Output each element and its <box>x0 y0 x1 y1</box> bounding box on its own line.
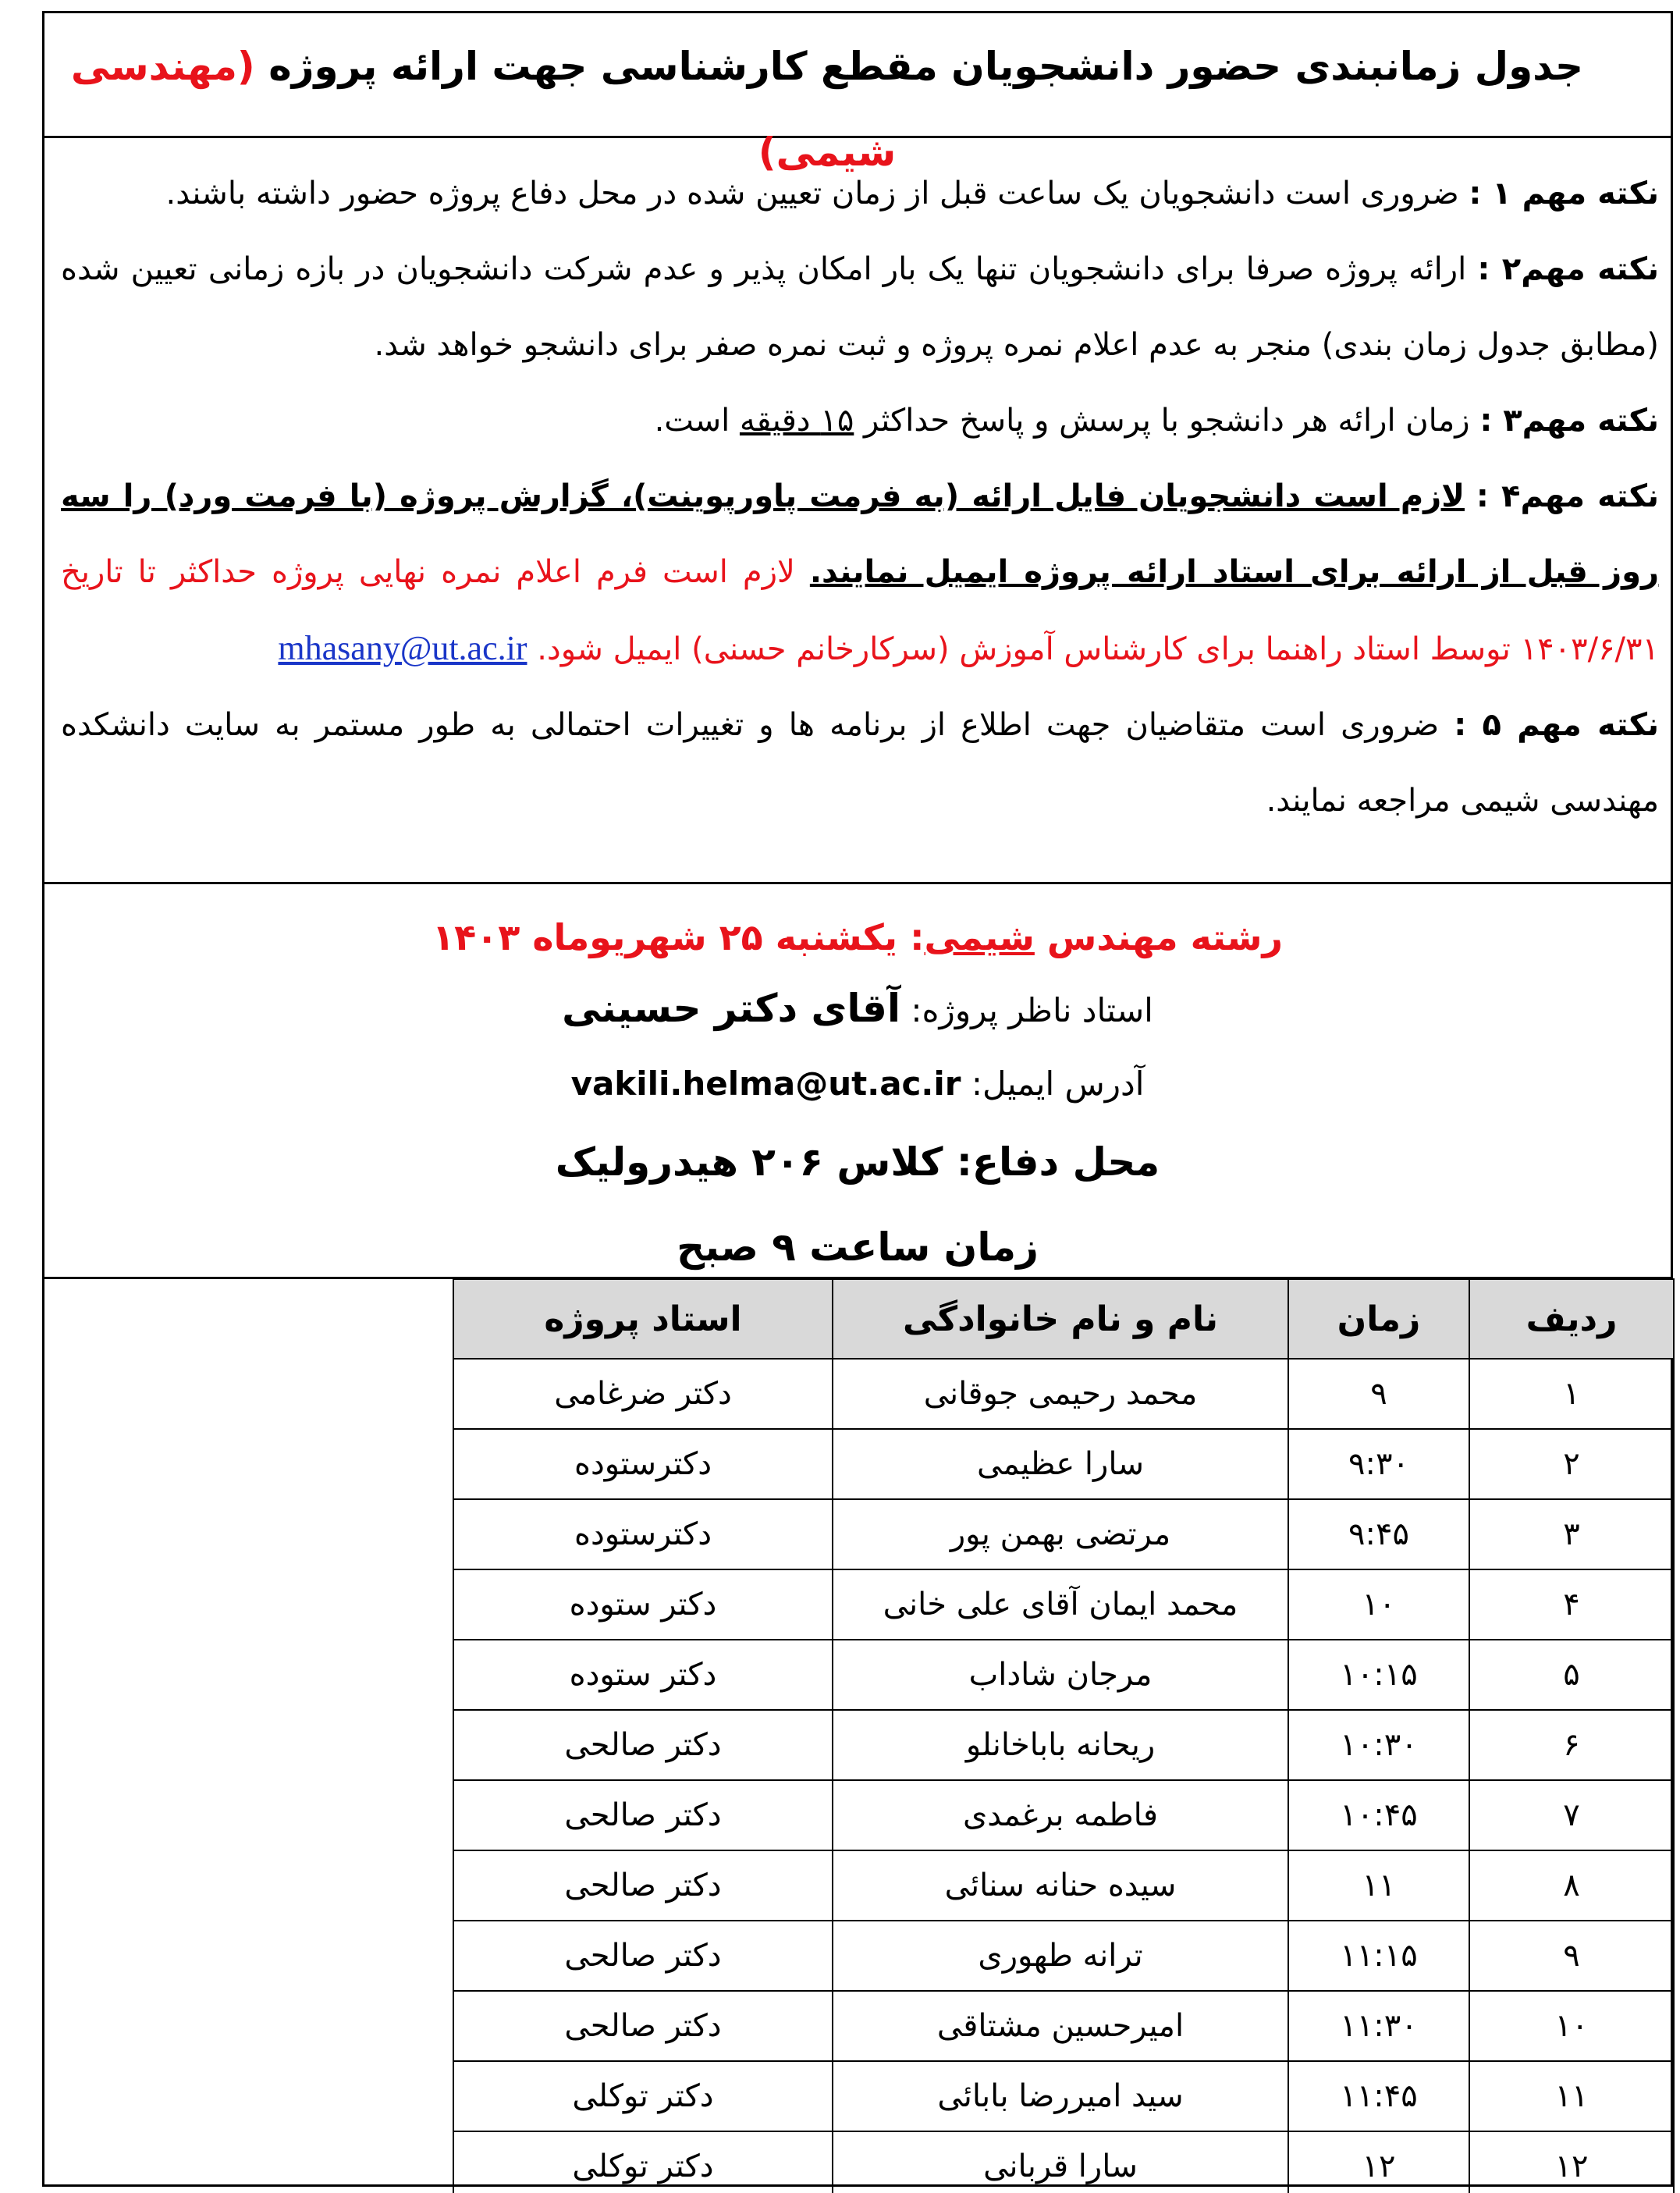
note-4 <box>61 459 1659 688</box>
table-row <box>453 2061 1674 2131</box>
table-row <box>453 1640 1674 1710</box>
note-1-text: ضروری است دانشجویان یک ساعت قبل از زمان تعیین شده در محل دفاع پروژه حضور داشته باشند. <box>165 176 1459 211</box>
table-row <box>453 1991 1674 2061</box>
header-row-number: ردیف <box>1469 1279 1674 1359</box>
exam-location: محل دفاع: کلاس ۲۰۶ هیدرولیک <box>555 1139 1160 1185</box>
header-student-name: نام و نام خانوادگی <box>833 1279 1288 1359</box>
cell-time: ۱۰:۳۰ <box>1288 1710 1469 1780</box>
title-field: (مهندسی شیمی) <box>70 44 897 175</box>
cell-supervisor: دکتر صالحی <box>453 1921 833 1991</box>
table-row <box>453 1359 1674 1429</box>
cell-supervisor: دکتر صالحی <box>453 1850 833 1921</box>
cell-row-number: ۱۰ <box>1469 1991 1674 2061</box>
table-row <box>453 1569 1674 1640</box>
title-main: جدول زمانبندی حضور دانشجویان مقطع کارشناسی جهت ارائه پروژه <box>268 44 1584 89</box>
cell-student-name: ترانه طهوری <box>833 1921 1288 1991</box>
cell-supervisor: دکترستوده <box>453 1499 833 1569</box>
supervisor-email: vakili.helma@ut.ac.ir <box>570 1065 961 1103</box>
cell-row-number: ۲ <box>1469 1429 1674 1499</box>
note-3-duration: ۱۵ دقیقه <box>739 403 854 439</box>
cell-row-number: ۸ <box>1469 1850 1674 1921</box>
cell-row-number: ۹ <box>1469 1921 1674 1991</box>
cell-supervisor: دکتر ستوده <box>453 1640 833 1710</box>
cell-supervisor: دکتر صالحی <box>453 1780 833 1850</box>
cell-supervisor: دکترستوده <box>453 1429 833 1499</box>
note-3-label: نکته مهم۳ : <box>1479 403 1659 439</box>
cell-row-number: ۶ <box>1469 1710 1674 1780</box>
exam-email <box>42 1048 1673 1120</box>
cell-time: ۹ <box>1288 1359 1469 1429</box>
cell-row-number: ۷ <box>1469 1780 1674 1850</box>
cell-student-name: سارا عظیمی <box>833 1429 1288 1499</box>
cell-supervisor: دکتر صالحی <box>453 1991 833 2061</box>
cell-student-name: ریحانه باباخانلو <box>833 1710 1288 1780</box>
exam-time: زمان ساعت ۹ صبح <box>677 1224 1039 1270</box>
page-title <box>47 23 1607 175</box>
table-row <box>453 1710 1674 1780</box>
note-2-text: ارائه پروژه صرفا برای دانشجویان تنها یک بار امکان پذیر و عدم شرکت دانشجویان در بازه زمانی تعیین شده (مطابق جدول زمان بندی) منجر به عدم اعلام نمره پروژه و ثبت نمره صفر برای دانشجو خواهد شد. <box>61 251 1659 363</box>
cell-supervisor: دکتر توکلی <box>453 2131 833 2193</box>
table-row <box>453 1780 1674 1850</box>
note-1-label: نکته مهم ۱ : <box>1469 176 1659 211</box>
cell-supervisor: دکتر توکلی <box>453 2061 833 2131</box>
header-supervisor: استاد پروژه <box>453 1279 833 1359</box>
cell-student-name: سارا قربانی <box>833 2131 1288 2193</box>
note-3-text-before: زمان ارائه هر دانشجو با پرسش و پاسخ حداکثر <box>864 403 1470 439</box>
cell-time: ۹:۳۰ <box>1288 1429 1469 1499</box>
note-4-email-link[interactable]: mhasany@ut.ac.ir <box>278 629 527 667</box>
note-2-label: نکته مهم۲ : <box>1477 251 1660 287</box>
note-3 <box>61 383 1659 459</box>
table-row <box>453 2131 1674 2193</box>
note-4-bold-text: لازم است دانشجویان فایل ارائه (به فرمت پاورپوینت)، گزارش پروژه (با فرمت ورد) را سه روز قبل از ارائه برای استاد ارائه پروژه ایمیل نمایند. <box>61 478 1659 590</box>
cell-supervisor: دکتر صالحی <box>453 1710 833 1780</box>
cell-time: ۱۱:۱۵ <box>1288 1921 1469 1991</box>
cell-row-number: ۱ <box>1469 1359 1674 1429</box>
exam-field-prefix: رشته مهندس <box>1046 916 1283 958</box>
cell-time: ۱۱:۴۵ <box>1288 2061 1469 2131</box>
note-5-label: نکته مهم ۵ : <box>1454 707 1659 743</box>
exam-field-suffix: : یکشنبه ۲۵ شهریوماه ۱۴۰۳ <box>432 916 925 958</box>
cell-time: ۱۰:۱۵ <box>1288 1640 1469 1710</box>
table-row <box>453 1921 1674 1991</box>
cell-time: ۱۰ <box>1288 1569 1469 1640</box>
cell-student-name: امیرحسین مشتاقی <box>833 1991 1288 2061</box>
cell-student-name: محمد رحیمی جوقانی <box>833 1359 1288 1429</box>
cell-student-name: مرتضی بهمن پور <box>833 1499 1288 1569</box>
cell-student-name: سید امیررضا بابائی <box>833 2061 1288 2131</box>
cell-time: ۱۱ <box>1288 1850 1469 1921</box>
note-1 <box>61 156 1659 232</box>
cell-time: ۱۱:۳۰ <box>1288 1991 1469 2061</box>
schedule-table <box>453 1278 1675 2193</box>
cell-row-number: ۵ <box>1469 1640 1674 1710</box>
cell-time: ۱۲ <box>1288 2131 1469 2193</box>
note-5 <box>61 688 1659 839</box>
header-time: زمان <box>1288 1279 1469 1359</box>
table-row <box>453 1499 1674 1569</box>
table-header-row <box>453 1279 1674 1359</box>
cell-time: ۱۰:۴۵ <box>1288 1780 1469 1850</box>
table-row <box>453 1429 1674 1499</box>
cell-supervisor: دکتر ضرغامی <box>453 1359 833 1429</box>
exam-info <box>42 904 1673 1290</box>
note-3-text-after: است. <box>654 403 730 439</box>
exam-field-name: شیمی <box>924 916 1035 958</box>
exam-field-date <box>42 904 1673 971</box>
note-4-label: نکته مهم۴ : <box>1476 478 1659 514</box>
divider-notes <box>42 882 1673 884</box>
cell-row-number: ۱۱ <box>1469 2061 1674 2131</box>
cell-student-name: محمد ایمان آقای علی خانی <box>833 1569 1288 1640</box>
cell-student-name: سیده حنانه سنائی <box>833 1850 1288 1921</box>
cell-supervisor: دکتر ستوده <box>453 1569 833 1640</box>
note-4-red-text: لازم است فرم اعلام نمره نهایی پروژه حداکثر تا تاریخ ۱۴۰۳/۶/۳۱ توسط استاد راهنما برای کارشناس آموزش (سرکارخانم حسنی) ایمیل شود. <box>61 554 1659 667</box>
cell-row-number: ۳ <box>1469 1499 1674 1569</box>
cell-row-number: ۴ <box>1469 1569 1674 1640</box>
email-label: آدرس ایمیل: <box>971 1065 1145 1103</box>
note-5-text: ضروری است متقاضیان جهت اطلاع از برنامه ها و تغییرات احتمالی به طور مستمر به سایت دانشکده مهندسی شیمی مراجعه نمایند. <box>61 707 1659 819</box>
cell-student-name: مرجان شاداب <box>833 1640 1288 1710</box>
exam-supervisor <box>42 971 1673 1048</box>
cell-student-name: فاطمه برغمدی <box>833 1780 1288 1850</box>
note-2 <box>61 232 1659 383</box>
supervisor-name: آقای دکتر حسینی <box>562 986 901 1031</box>
notes-section <box>61 156 1659 839</box>
cell-time: ۹:۴۵ <box>1288 1499 1469 1569</box>
cell-row-number: ۱۲ <box>1469 2131 1674 2193</box>
supervisor-label: استاد ناظر پروژه: <box>911 991 1153 1029</box>
table-row <box>453 1850 1674 1921</box>
